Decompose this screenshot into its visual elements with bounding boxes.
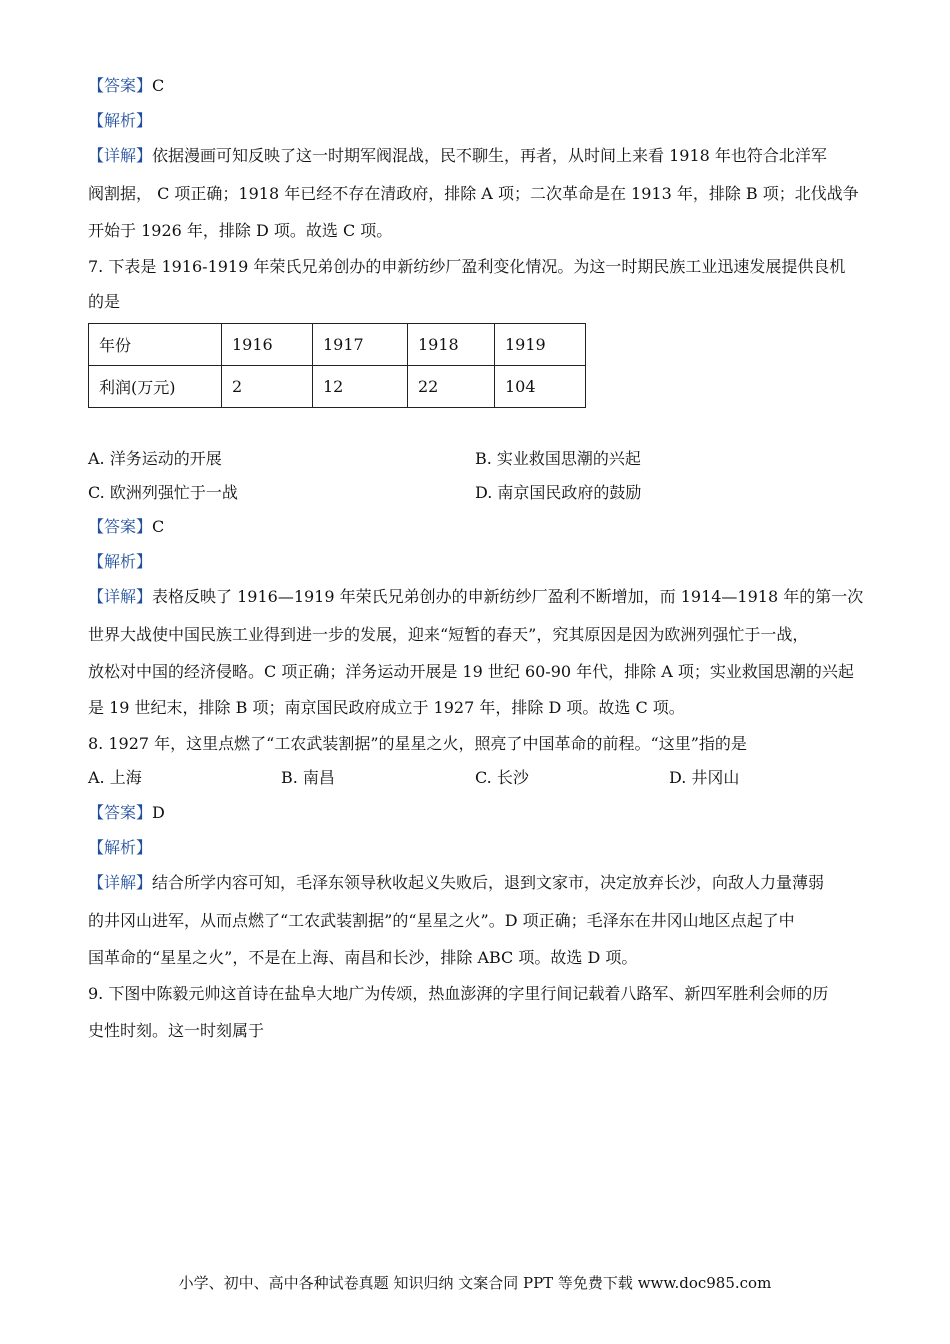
- detail-line: [88, 146, 827, 166]
- detail-line: 的井冈山进军，从而点燃了“工农武装割据”的“星星之火”。D 项正确；毛泽东在井冈山地区点起了中: [88, 911, 795, 930]
- option-b: B. 南昌: [281, 768, 335, 787]
- detail-text: 结合所学内容可知，毛泽东领导秋收起义失败后，退到文家市，决定放弃长沙，向敌人力量薄弱: [152, 873, 825, 892]
- table-cell: 1918: [408, 324, 495, 366]
- option-c: C. 长沙: [475, 768, 529, 787]
- table-cell: 1917: [313, 324, 408, 366]
- table-row: [89, 366, 586, 408]
- table-cell: 104: [495, 366, 586, 408]
- question-9-cont: 史性时刻。这一时刻属于: [88, 1021, 265, 1040]
- table-cell: 年份: [89, 324, 222, 366]
- table-row: [89, 324, 586, 366]
- detail-line: [88, 873, 824, 893]
- option-a: A. 上海: [88, 768, 142, 787]
- answer-line: [88, 76, 164, 96]
- profit-table: [88, 323, 586, 408]
- detail-line: 开始于 1926 年，排除 D 项。故选 C 项。: [88, 221, 393, 240]
- detail-tag: 【详解】: [88, 587, 153, 606]
- question-9: 9. 下图中陈毅元帅这首诗在盐阜大地广为传颂，热血澎湃的字里行间记载着八路军、新四军胜利会师的历: [88, 984, 829, 1003]
- answer-tag: 【答案】: [88, 803, 153, 822]
- analysis-tag: 【解析】: [88, 552, 153, 571]
- detail-line: 阀割据， C 项正确；1918 年已经不存在清政府，排除 A 项；二次革命是在 1913 年，排除 B 项；北伐战争: [88, 184, 859, 203]
- option-b: B. 实业救国思潮的兴起: [475, 449, 641, 468]
- table-cell: 22: [408, 366, 495, 408]
- detail-line: 是 19 世纪末，排除 B 项；南京国民政府成立于 1927 年，排除 D 项。故选 C 项。: [88, 698, 685, 717]
- detail-tag: 【详解】: [88, 146, 153, 165]
- answer-value: C: [152, 517, 165, 536]
- question-7-cont: 的是: [88, 292, 121, 311]
- detail-line: 国革命的“星星之火”，不是在上海、南昌和长沙，排除 ABC 项。故选 D 项。: [88, 948, 638, 967]
- detail-line: 世界大战使中国民族工业得到进一步的发展，迎来“短暂的春天”，究其原因是因为欧洲列强忙于一战，: [88, 625, 809, 644]
- answer-tag: 【答案】: [88, 517, 153, 536]
- answer-value: C: [152, 76, 165, 95]
- answer-tag: 【答案】: [88, 76, 153, 95]
- option-d: D. 南京国民政府的鼓励: [475, 483, 642, 502]
- option-c: C. 欧洲列强忙于一战: [88, 483, 238, 502]
- analysis-tag: 【解析】: [88, 838, 153, 857]
- option-a: A. 洋务运动的开展: [88, 449, 222, 468]
- option-d: D. 井冈山: [669, 768, 740, 787]
- question-7: 7. 下表是 1916-1919 年荣氏兄弟创办的申新纺纱厂盈利变化情况。为这一时期民族工业迅速发展提供良机: [88, 257, 846, 276]
- table-cell: 12: [313, 366, 408, 408]
- page-footer: 小学、初中、高中各种试卷真题 知识归纳 文案合同 PPT 等免费下载 www.doc985.com: [178, 1274, 772, 1292]
- table-cell: 1916: [222, 324, 313, 366]
- answer-line: [88, 803, 165, 823]
- detail-tag: 【详解】: [88, 873, 153, 892]
- question-8: 8. 1927 年，这里点燃了“工农武装割据”的星星之火，照亮了中国革命的前程。“这里”指的是: [88, 734, 747, 753]
- table-cell: 1919: [495, 324, 586, 366]
- detail-line: [88, 587, 863, 607]
- detail-text: 表格反映了 1916—1919 年荣氏兄弟创办的申新纺纱厂盈利不断增加，而 1914—1918 年的第一次: [152, 587, 864, 606]
- answer-value: D: [152, 803, 165, 822]
- detail-text: 依据漫画可知反映了这一时期军阀混战，民不聊生，再者，从时间上来看 1918 年也符合北洋军: [152, 146, 827, 165]
- detail-line: 放松对中国的经济侵略。C 项正确；洋务运动开展是 19 世纪 60-90 年代，排除 A 项；实业救国思潮的兴起: [88, 662, 854, 681]
- answer-line: [88, 517, 164, 537]
- analysis-tag: 【解析】: [88, 111, 153, 130]
- table-cell: 利润(万元): [89, 366, 222, 408]
- table-cell: 2: [222, 366, 313, 408]
